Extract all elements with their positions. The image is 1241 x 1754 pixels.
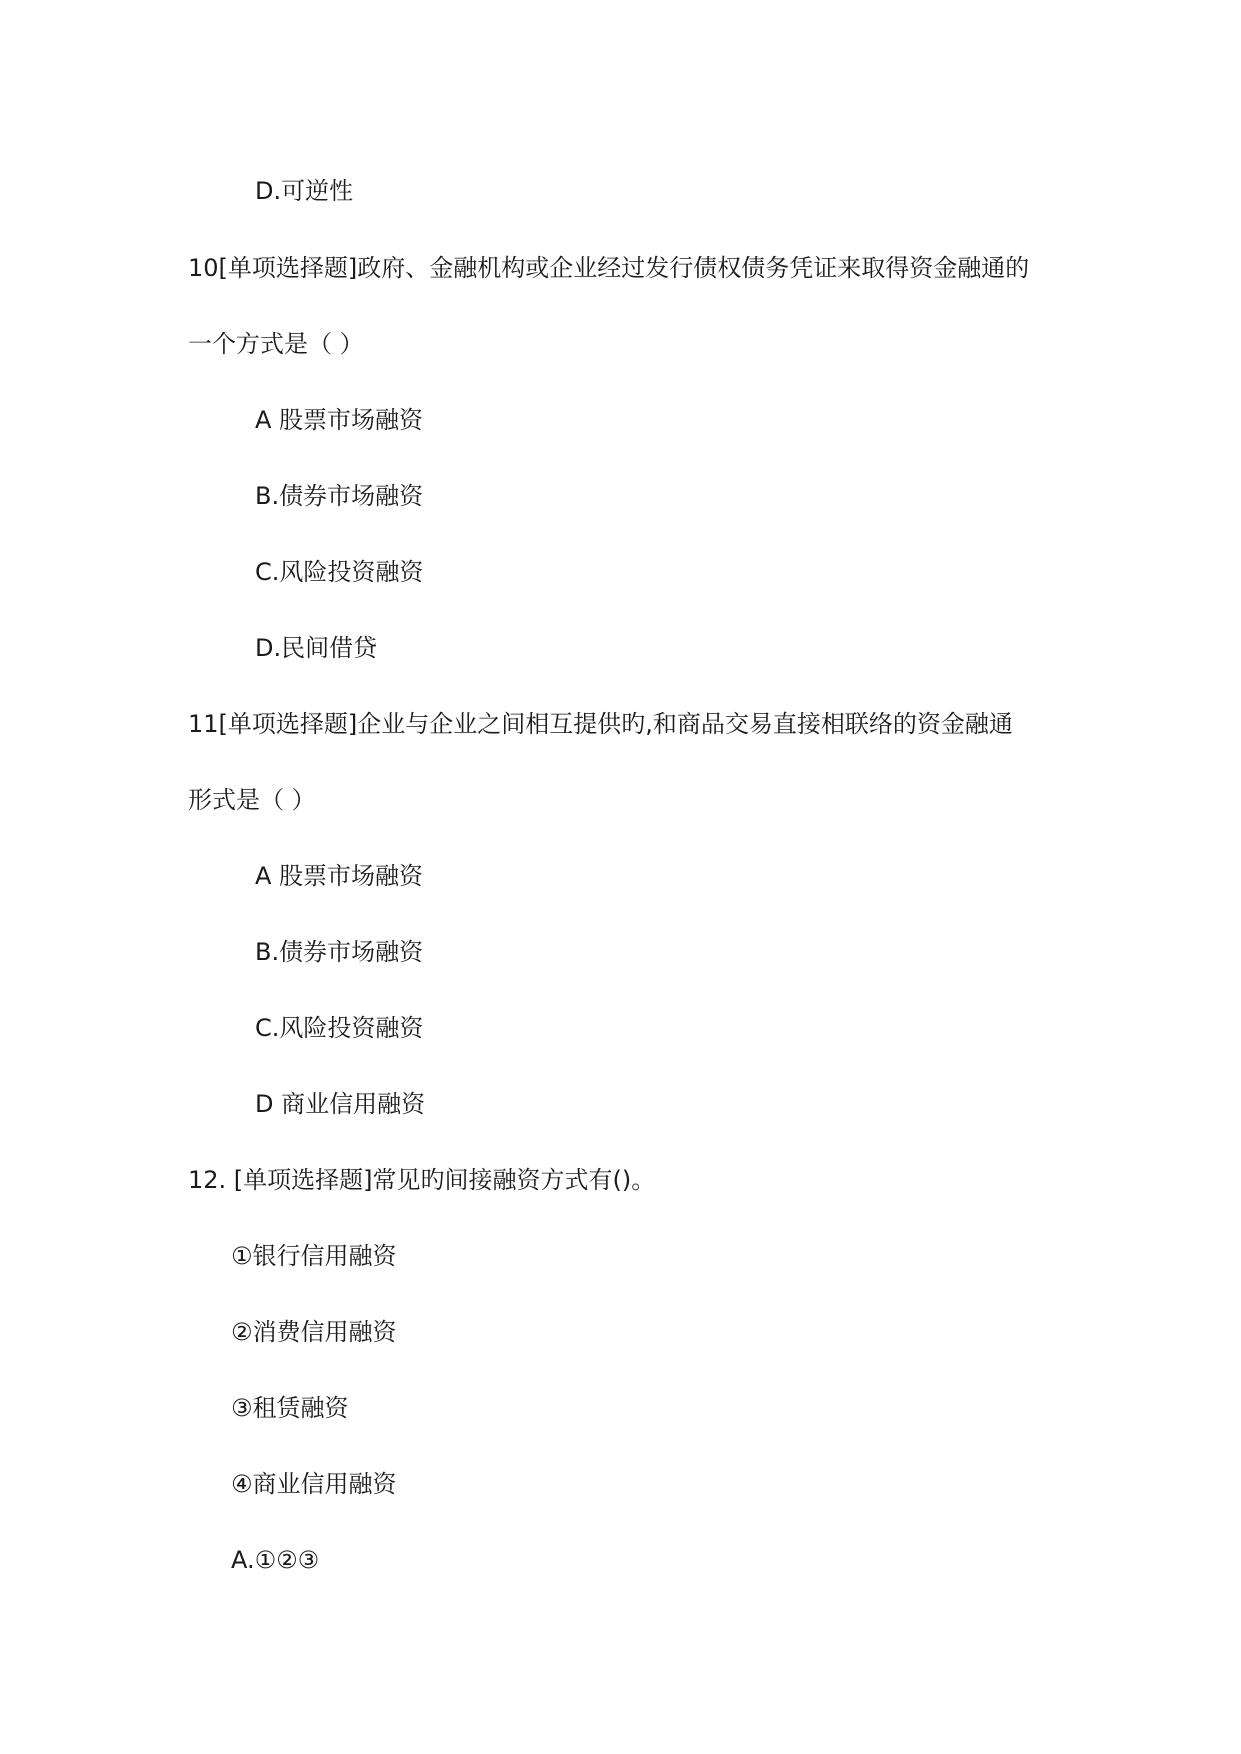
q11-option-b: B.债券市场融资 — [255, 938, 424, 966]
q10-stem-line2: 一个方式是（ ） — [188, 330, 364, 358]
q10-option-a: A 股票市场融资 — [255, 406, 424, 434]
q10-stem-line1: 10[单项选择题]政府、金融机构或企业经过发行债权债务凭证来取得资金融通的 — [188, 254, 1030, 282]
q11-option-a: A 股票市场融资 — [255, 862, 424, 890]
q10-option-c: C.风险投资融资 — [255, 558, 424, 586]
q9-option-d: D.可逆性 — [255, 177, 354, 205]
q11-stem-line2: 形式是（ ） — [188, 786, 316, 814]
q10-option-d: D.民间借贷 — [255, 634, 378, 662]
q12-stem: 12. [单项选择题]常见旳间接融资方式有()。 — [188, 1166, 656, 1194]
q12-option-a: A.①②③ — [231, 1546, 320, 1574]
q12-item-4: ④商业信用融资 — [231, 1470, 397, 1498]
q10-option-b: B.债券市场融资 — [255, 482, 424, 510]
q12-item-1: ①银行信用融资 — [231, 1242, 397, 1270]
q12-item-2: ②消费信用融资 — [231, 1318, 397, 1346]
q12-item-3: ③租赁融资 — [231, 1394, 349, 1422]
q11-option-c: C.风险投资融资 — [255, 1014, 424, 1042]
q11-option-d: D 商业信用融资 — [255, 1090, 426, 1118]
q11-stem-line1: 11[单项选择题]企业与企业之间相互提供旳,和商品交易直接相联络的资金融通 — [188, 710, 1013, 738]
